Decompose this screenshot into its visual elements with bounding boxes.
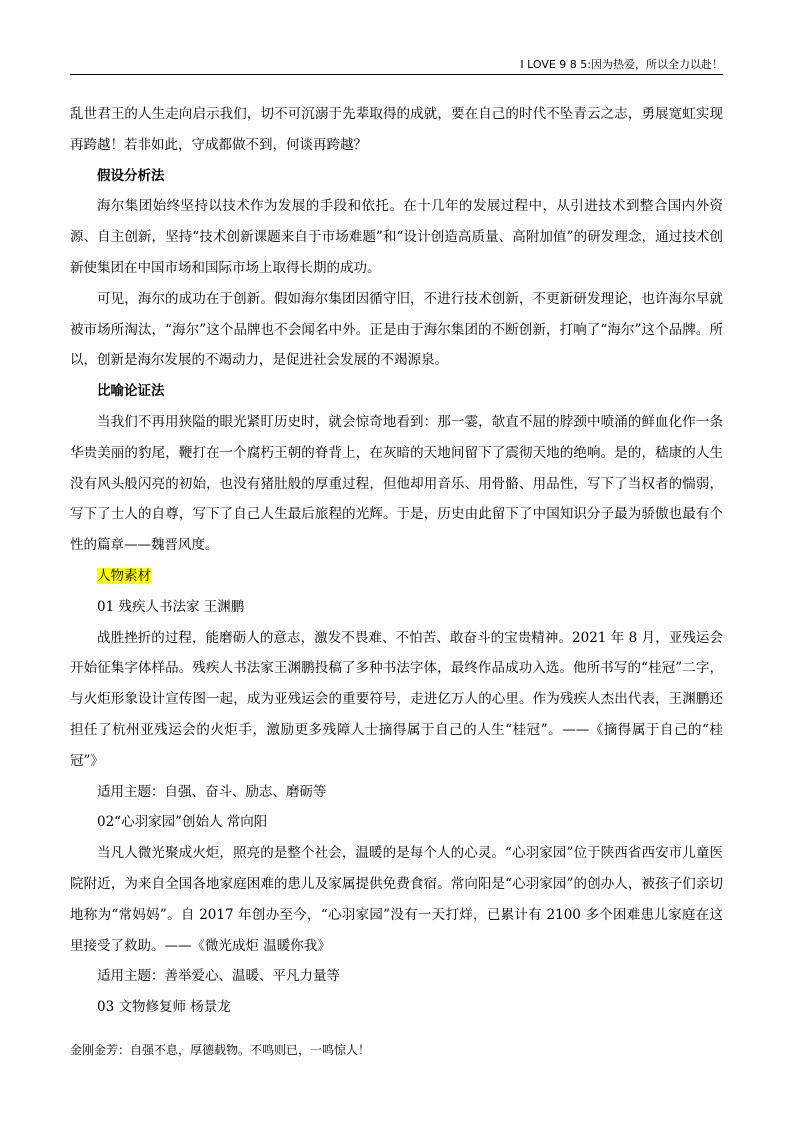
page-header: I LOVE 9 8 5:因为热爱，所以全力以赴！: [520, 58, 723, 71]
paragraph-intro: 乱世君王的人生走向启示我们，切不可沉溺于先辈取得的成就，要在自己的时代不坠青云之志，勇展宽虹实现再跨越！若非如此，守成都做不到，何谈再跨越？: [70, 106, 723, 153]
page-footer: 金刚金芳：自强不息，厚德载物。不鸣则已，一鸣惊人！: [70, 1043, 371, 1057]
paragraph-metaphor: 当我们不再用狭隘的眼光紧盯历史时，就会惊奇地看到：那一霎，欹直不屈的脖颈中喷涌的鲜血化作一条华贵美丽的豹尾，鞭打在一个腐朽王朝的脊背上，在灰暗的天地间留下了震彻天地的绝响。是的，嵇康的人生没有风头般闪亮的初始，也没有猪肚般的厚重过程，但他却用音乐、用骨骼、用品性，写下了当权者的惴弱，写下了士人的自尊，写下了自己人生最后旅程的光辉。于是，历史由此留下了中国知识分子最为骄傲也最有个性的篇章——魏晋风度。: [70, 413, 723, 554]
paragraph-haier-2: 可见，海尔的成功在于创新。假如海尔集团因循守旧，不进行技术创新，不更新研发理论，也许海尔早就被市场所淘汰，“海尔”这个品牌也不会闻名中外。正是由于海尔集团的不断创新，打响了“海尔”这个品牌。所以，创新是海尔发展的不竭动力，是促进社会发展的不竭源泉。: [70, 290, 723, 369]
material-label-line: [70, 561, 723, 592]
item-title-2: 02“心羽家园”创始人 常向阳: [97, 814, 268, 831]
item-title-1: 01 残疾人书法家 王渊鹏: [97, 598, 245, 615]
item-topics-1: 适用主题：自强、奋斗、励志、磨砺等: [97, 783, 327, 800]
header-divider: [70, 74, 723, 75]
item-title-3: 03 文物修复师 杨景龙: [97, 999, 231, 1016]
paragraph-haier-1: 海尔集团始终坚持以技术作为发展的手段和依托。在十几年的发展过程中，从引进技术到整合国内外资源、自主创新，坚持“技术创新课题来自于市场难题”和“设计创造高质量、高附加值”的研发理念，通过技术创新使集团在中国市场和国际市场上取得长期的成功。: [70, 198, 723, 276]
item-topics-2: 适用主题：善举爱心、温暖、平凡力量等: [97, 968, 340, 985]
section-heading-metaphor: 比喻论证法: [97, 383, 165, 400]
item-body-2: 当凡人微光聚成火炬，照亮的是整个社会，温暖的是每个人的心灵。“心羽家园”位于陕西省西安市儿童医院附近，为来自全国各地家庭困难的患儿及家属提供免费食宿。常向阳是“心羽家园”的创办人，被孩子们亲切地称为“常妈妈”。自 2017 年创办至今，“心羽家园”没有一天打烊，已累计有 2100 多个困难患儿家庭在这里接受了救助。——《微光成炬 温暖你我》: [70, 845, 723, 954]
section-heading-hypothesis: 假设分析法: [97, 167, 165, 184]
item-body-1: 战胜挫折的过程，能磨砺人的意志，激发不畏难、不怕苦、敢奋斗的宝贵精神。2021 年 8 月，亚残运会开始征集字体样品。残疾人书法家王渊鹏投稿了多种书法字体，最终作品成功入选。他所书写的“桂冠”二字，与火炬形象设计宣传图一起，成为亚残运会的重要符号，走进亿万人的心里。作为残疾人杰出代表，王渊鹏还担任了杭州亚残运会的火炬手，激励更多残障人士摘得属于自己的人生“桂冠”。——《摘得属于自己的“桂冠”》: [70, 629, 723, 769]
material-label: 人物素材: [97, 567, 151, 584]
document-body: [70, 99, 723, 1023]
